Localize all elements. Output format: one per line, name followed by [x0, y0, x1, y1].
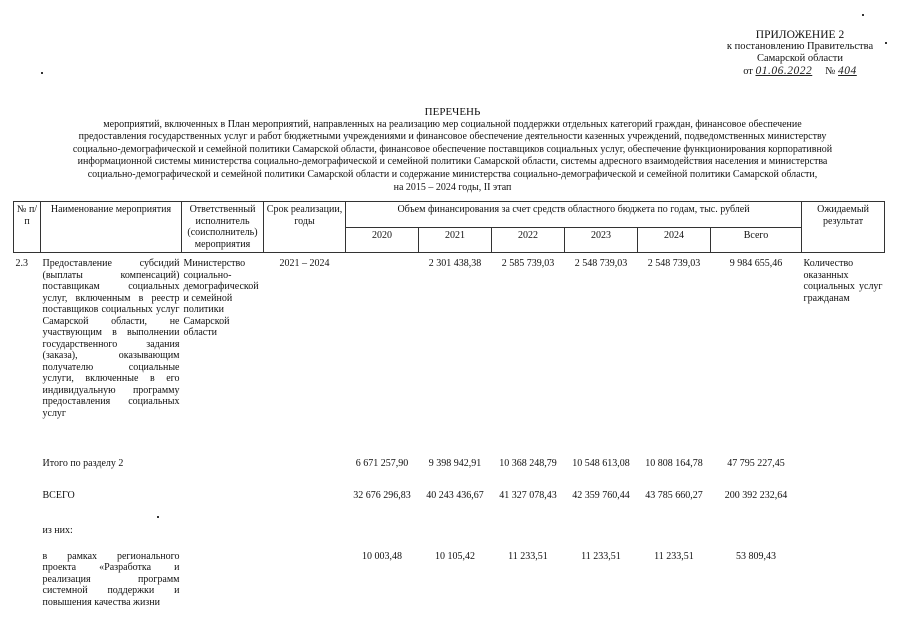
table-row — [14, 485, 885, 517]
header-year-2022: 2022 — [492, 227, 565, 253]
header-year-2024: 2024 — [638, 227, 711, 253]
attachment-title: ПРИЛОЖЕНИЕ 2 — [755, 29, 845, 41]
row-value-2020: 10 003,48 — [362, 550, 402, 562]
scan-speck — [41, 72, 43, 74]
row-value-total: 47 795 227,45 — [727, 457, 785, 469]
row-value-total: 53 809,43 — [736, 550, 777, 562]
funding-table — [13, 201, 885, 609]
table-row — [14, 517, 885, 549]
table-row — [14, 253, 885, 453]
row-value-2023: 11 233,51 — [581, 550, 621, 562]
header-period: Срок реализации, годы — [264, 202, 346, 253]
header-year-2021: 2021 — [419, 227, 492, 253]
date-prefix: от — [743, 66, 753, 77]
table-row — [14, 453, 885, 485]
attachment-line2: Самарской области — [757, 53, 843, 64]
row-value-total: 9 984 655,46 — [729, 258, 783, 269]
row-value-2021: 40 243 436,67 — [426, 489, 484, 501]
row-label: из них: — [42, 524, 73, 536]
row-value-2020 — [346, 253, 419, 453]
row-value-2023: 42 359 760,44 — [572, 489, 630, 501]
row-value-2020: 6 671 257,90 — [355, 457, 409, 469]
number-value: 404 — [838, 65, 857, 77]
heading-line-4: информационной системы министерства социально-демографической и семейной политики Самарской области, системы адресного взаимодействия населения и министерства — [77, 156, 828, 168]
scan-speck — [157, 516, 159, 518]
row-executor: Министерство социально-демографической и семейной политики Самарской области — [183, 258, 259, 338]
heading-title: ПЕРЕЧЕНЬ — [424, 106, 481, 118]
header-year-2020: 2020 — [346, 227, 419, 253]
attachment-line1: к постановлению Правительства — [726, 41, 874, 52]
header-executor: Ответственный исполнитель (соисполнитель) мероприятия — [182, 202, 264, 253]
header-year-2023: 2023 — [565, 227, 638, 253]
heading-line-5: социально-демографической и семейной политики Самарской области и содержание министерства социально-демографической и семейной политики Самарской области, — [87, 168, 818, 180]
scan-speck — [885, 42, 887, 44]
row-value-2024: 2 548 739,03 — [647, 258, 701, 269]
row-value-total: 200 392 232,64 — [724, 489, 788, 501]
row-label: в рамках регионального проекта «Разработка и реализация программ системной поддержки и повышения качества жизни — [42, 550, 180, 608]
row-result: Количество оказанных социальных услуг гражданам — [803, 258, 883, 304]
row-value-2024: 43 785 660,27 — [645, 489, 703, 501]
row-value-2022: 41 327 078,43 — [499, 489, 557, 501]
header-funding: Объем финансирования за счет средств областного бюджета по годам, тыс. рублей — [346, 202, 802, 228]
heading-line-3: социально-демографической и семейной политики Самарской области, финансовое обеспечение поставщиков социальных услуг, обеспечение функционирования корпоративной — [72, 143, 833, 155]
row-num: 2.3 — [15, 258, 28, 269]
header-num: № п/п — [14, 202, 41, 253]
table-row — [14, 549, 885, 610]
header-name: Наименование мероприятия — [41, 202, 182, 253]
heading-line-2: предоставления государственных услуг и работ бюджетными учреждениями и финансовое обеспечение деятельности казенных учреждений, подведомственных министерству — [78, 131, 827, 143]
row-value-2022: 11 233,51 — [508, 550, 548, 562]
heading-line-1: мероприятий, включенных в План мероприятий, направленных на реализацию мер социальной поддержки отдельных категорий граждан, финансовое обеспечение — [103, 118, 802, 130]
row-label: ВСЕГО — [42, 489, 75, 501]
row-value-2021: 10 105,42 — [435, 550, 475, 562]
scan-speck — [862, 14, 864, 16]
attachment-date-line — [705, 65, 895, 78]
row-period: 2021 – 2024 — [279, 258, 330, 269]
row-value-2023: 10 548 613,08 — [572, 457, 630, 469]
heading-line-6: на 2015 – 2024 годы, II этап — [393, 181, 512, 193]
document-heading — [35, 106, 870, 194]
number-prefix: № — [825, 66, 836, 77]
attachment-block — [705, 29, 895, 78]
row-value-2020: 32 676 296,83 — [353, 489, 411, 501]
row-value-2024: 10 808 164,78 — [645, 457, 703, 469]
header-total: Всего — [711, 227, 802, 253]
row-value-2024: 11 233,51 — [654, 550, 694, 562]
row-value-2021: 2 301 438,38 — [428, 258, 482, 269]
row-value-2021: 9 398 942,91 — [428, 457, 482, 469]
date-value: 01.06.2022 — [755, 65, 813, 77]
row-name: Предоставление субсидий (выплаты компенсаций) поставщикам социальных услуг, включенным в реестр поставщиков социальных услуг Самарской области, не участвующим в выполнении государственного задания (заказа), оказывающим получателю социальные услуги, включенные в его индивидуальную программу предоставления социальных услуг — [42, 258, 180, 419]
row-value-2022: 2 585 739,03 — [501, 258, 555, 269]
row-value-2023: 2 548 739,03 — [574, 258, 628, 269]
header-result: Ожидаемый результат — [802, 202, 885, 253]
row-value-2022: 10 368 248,79 — [499, 457, 557, 469]
row-label: Итого по разделу 2 — [42, 457, 124, 469]
